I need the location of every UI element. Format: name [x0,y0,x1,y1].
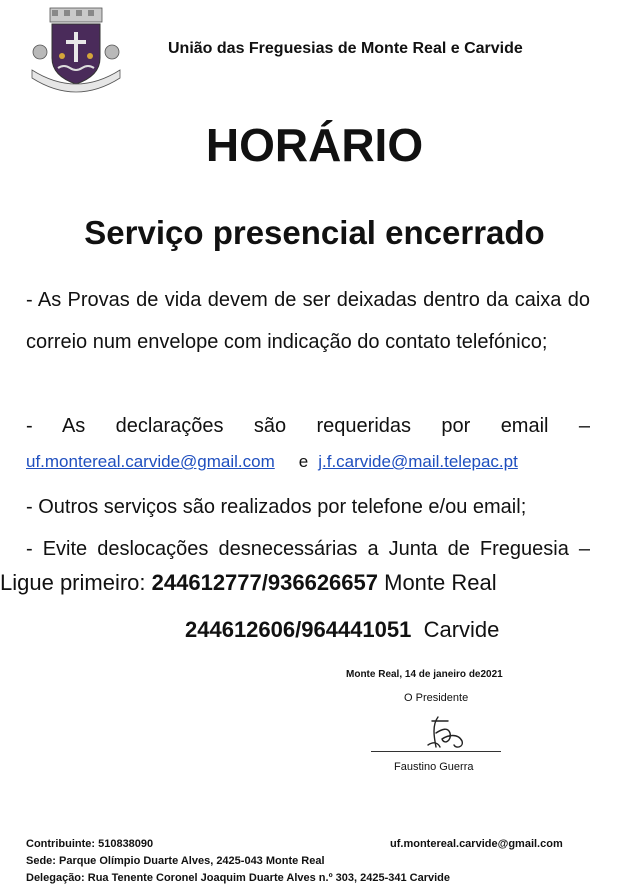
phone-carvide: 244612606/964441051 [185,617,412,642]
call-first-line [0,570,497,596]
page-title: HORÁRIO [205,119,424,171]
carvide-phone-line [185,617,499,643]
email-conjunction: e [298,452,309,471]
call-first-label: Ligue primeiro: [0,570,146,595]
label-monte-real: Monte Real [384,570,497,595]
other-services-paragraph: - Outros serviços são realizados por telefone e/ou email; [26,496,527,518]
footer-email[interactable]: uf.montereal.carvide@gmail.com [390,838,563,850]
email-link-1[interactable]: uf.montereal.carvide@gmail.com [26,452,275,471]
footer-branch: Delegação: Rua Tenente Coronel Joaquim Duarte Alves n.º 303, 2425-341 Carvide [26,872,451,884]
label-carvide: Carvide [423,617,500,642]
signature-line [371,751,501,752]
email-link-2[interactable]: j.f.carvide@mail.telepac.pt [318,452,518,471]
footer-seat: Sede: Parque Olímpio Duarte Alves, 2425-043 Monte Real [26,855,325,867]
handwritten-signature [398,711,478,755]
organization-name: União das Freguesias de Monte Real e Carvide [168,40,523,57]
declarations-paragraph: - As declarações são requeridas por email – [26,415,590,437]
proof-of-life-paragraph: - As Provas de vida devem de ser deixadas dentro da caixa do correio num envelope com indicação do contato telefónico; [26,289,590,353]
coat-of-arms-icon [24,6,128,94]
signer-name: Faustino Guerra [394,761,474,773]
document-date: Monte Real, 14 de janeiro de2021 [346,669,503,680]
email-links [26,452,518,472]
footer-nif: Contribuinte: 510838090 [26,838,154,850]
phone-monte-real: 244612777/936626657 [151,570,378,595]
signer-role: O Presidente [404,692,469,704]
page-subtitle: Serviço presencial encerrado [84,214,545,251]
avoid-travel-paragraph: - Evite deslocações desnecessárias a Junta de Freguesia – [26,538,590,560]
